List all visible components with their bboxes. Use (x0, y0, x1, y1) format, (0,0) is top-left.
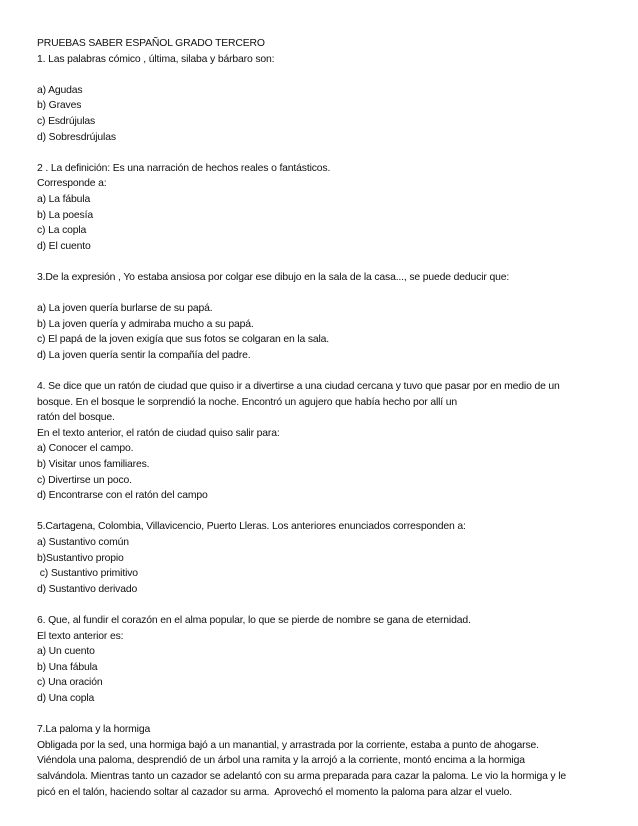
story-line-2: Viéndola una paloma, desprendió de un árbol una ramita y la arrojó a la corriente, montó encima a la hormiga (37, 755, 525, 767)
question-4-option-c: c) Divertirse un poco. (37, 474, 132, 486)
question-3 (37, 270, 607, 364)
document-page (37, 36, 607, 800)
question-2-text-line-2: Corresponde a: (37, 178, 107, 190)
question-1 (37, 52, 607, 146)
question-6-option-d: d) Una copla (37, 692, 95, 704)
question-4-text: 4. Se dice que un ratón de ciudad que quiso ir a divertirse a una ciudad cercana y tuvo que pasar por en medio de un (37, 381, 560, 393)
question-1-option-d: d) Sobresdrújulas (37, 131, 116, 143)
question-4-option-d: d) Encontrarse con el ratón del campo (37, 490, 208, 502)
question-1-option-a: a) Agudas (37, 84, 83, 96)
question-1-option-b: b) Graves (37, 100, 82, 112)
question-3-option-b: b) La joven quería y admiraba mucho a su papá. (37, 318, 254, 330)
question-4-text-line-2: bosque. En el bosque le sorprendió la noche. Encontró un agujero que había hecho por allí un (37, 396, 458, 408)
question-2-option-a: a) La fábula (37, 193, 91, 205)
question-2-option-c: c) La copla (37, 225, 87, 237)
question-1-option-c: c) Esdrújulas (37, 115, 96, 127)
question-6-option-b: b) Una fábula (37, 661, 98, 673)
question-4 (37, 379, 607, 504)
question-6 (37, 613, 607, 707)
question-4-option-b: b) Visitar unos familiares. (37, 459, 150, 471)
question-5 (37, 519, 607, 597)
question-3-option-c: c) El papá de la joven exigía que sus fotos se colgaran en la sala. (37, 334, 330, 346)
document-title: PRUEBAS SABER ESPAÑOL GRADO TERCERO (37, 38, 265, 49)
question-2-option-b: b) La poesía (37, 209, 93, 221)
story-section (37, 722, 607, 800)
question-5-option-d: d) Sustantivo derivado (37, 583, 138, 595)
question-2-text: 2 . La definición: Es una narración de hechos reales o fantásticos. (37, 162, 331, 174)
question-2-option-d: d) El cuento (37, 240, 91, 252)
story-line-1: Obligada por la sed, una hormiga bajó a un manantial, y arrastrada por la corriente, estaba a punto de ahogarse. (37, 739, 539, 751)
question-6-prompt: El texto anterior es: (37, 630, 124, 642)
question-6-option-a: a) Un cuento (37, 646, 95, 658)
question-3-option-a: a) La joven quería burlarse de su papá. (37, 303, 213, 315)
question-4-text-line-3: ratón del bosque. (37, 412, 115, 424)
story-line-4: picó en el talón, haciendo soltar al cazador su arma. Aprovechó el momento la paloma para alzar el vuelo. (37, 786, 513, 798)
question-3-text: 3.De la expresión , Yo estaba ansiosa por colgar ese dibujo en la sala de la casa..., se puede deducir que: (37, 271, 510, 283)
question-4-option-a: a) Conocer el campo. (37, 443, 134, 455)
question-4-prompt: En el texto anterior, el ratón de ciudad quiso salir para: (37, 427, 280, 439)
question-5-option-a: a) Sustantivo común (37, 537, 129, 548)
question-6-text: 6. Que, al fundir el corazón en el alma popular, lo que se pierde de nombre se gana de eternidad. (37, 614, 471, 626)
question-6-option-c: c) Una oración (37, 677, 103, 689)
question-5-text: 5.Cartagena, Colombia, Villavicencio, Puerto Lleras. Los anteriores enunciados corresponden a: (37, 521, 466, 533)
story-title: 7.La paloma y la hormiga (37, 724, 151, 736)
question-3-option-d: d) La joven quería sentir la compañía del padre. (37, 349, 251, 361)
question-1-text: 1. Las palabras cómico , última, silaba y bárbaro son: (37, 53, 275, 65)
question-5-option-c: c) Sustantivo primitivo (37, 568, 138, 580)
story-line-3: salvándola. Mientras tanto un cazador se adelantó con su arma preparada para cazar la paloma. Le vio la hormiga y le (37, 770, 567, 782)
question-5-option-b: b)Sustantivo propio (37, 552, 124, 564)
question-2 (37, 161, 607, 255)
